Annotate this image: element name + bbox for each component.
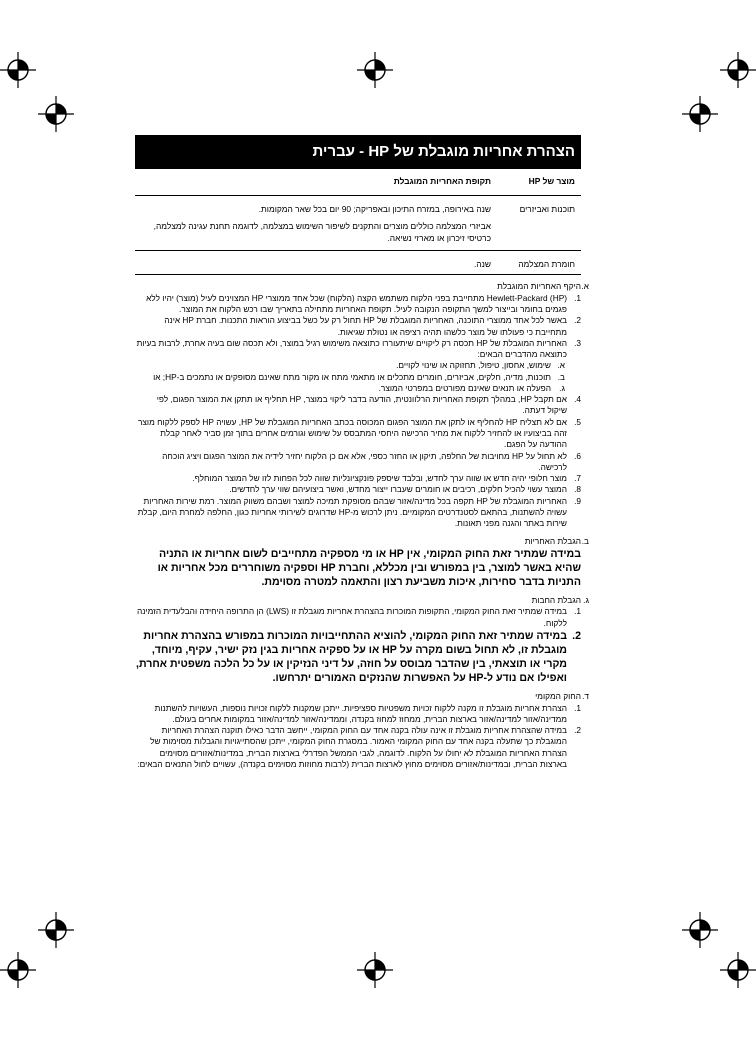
item-number: א. [557,360,565,371]
list-item [135,292,581,316]
list-item [135,394,581,417]
item-number: 9. [574,495,581,506]
item-number: ב. [557,371,565,382]
item-text: לא תחול על HP מחויבות של החלפה, תיקון או החזר כספי, אלא אם כן הלקוח יחזיר לידיה את המוצר הפגום ויציג הוכחה לרכישה. [162,450,567,472]
section-limitation-of-warranty [135,535,589,590]
table-header-period: תקופת האחריות המוגבלת [135,169,497,196]
item-number: ג. [559,382,565,393]
list-item [135,702,581,726]
list-item [135,606,581,629]
registration-mark-icon [682,912,718,948]
period-line: שנה באירופה, במזרח התיכון ובאפריקה; 90 יום בכל שאר המקומות. [258,204,491,214]
item-text: המוצר עשוי להכיל חלקים, רכיבים או חומרים שעברו ייצור מחדש, ואשר ביצועיהם שווי ערך לחדשים. [229,484,567,495]
section-scope [135,281,589,529]
table-cell-product: תוכנות ואביזרים [497,196,581,251]
section-heading: הגבלת האחריות [524,535,581,546]
sub-list-item [135,382,565,394]
period-line: שנה. [473,259,491,270]
registration-mark-icon [38,912,74,948]
registration-mark-icon [720,952,756,988]
item-text: האחריות המוגבלת של HP תקפה בכל מדינה/אזור שבהם מסופקת תמיכה למוצר ושבהם משווק המוצר. רמת שירות האחריות עשויה להשתנות, בהתאם לסטנדרטים המקומיים. ניתן לרכוש מ-HP שדרוגים לשירותי אחריות כגון, החלפה למחרת היום, קבלת שירות באתר והגנה מפני תאונות. [137,495,567,529]
section-local-law [135,691,589,770]
registration-mark-icon [0,952,36,988]
item-text: במידה שמתיר זאת החוק המקומי, התקופות המוכרות בהצהרת אחריות מוגבלת זו (LWS) הן התרופה היחידה והבלעדית הזמינה ללקוח. [137,606,567,628]
item-text: (HP) Hewlett-Packard מתחייבת בפני הלקוח משתמש הקצה (הלקוח) שכל אחד ממוצרי HP המצוינים לעיל (מוצר) יהיו ללא פגמים בחומר ובייצור למשך התקופה הנקובה לעיל. תקופת האחריות מתחילה בתאריך שבו רכש הלקוח את המוצר. [146,292,567,314]
list-item [135,495,581,530]
section-heading: הגבלת החבות [531,595,581,606]
item-text: במידה שמתיר זאת החוק המקומי, להוציא ההתחייבויות המוכרות במפורש בהצהרת אחריות מוגבלת זו, לא תחול בשום מקרה על HP או על ספקיה אחריות בגין נזק ישיר, עקיף, מיוחד, מקרי או תוצאתי, בין שהדבר מבוסס על חוזה, על דיני הנזיקין או על כל הלכה משפטית אחרת, ואפילו אם נודע ל-HP על האפשרות שהנזקים האמורים יתרחשו. [136,629,567,685]
section-letter: ד. [582,691,589,702]
page-title: הצהרת אחריות מוגבלת של HP - עברית [135,135,581,169]
item-text: מוצר חלופי יהיה חדש או שווה ערך לחדש, ובלבד שיספק פונקציונליות שווה לכל הפחות לזו של המוצר המוחלף. [192,473,567,484]
registration-mark-icon [357,952,393,988]
item-number: 2. [572,629,581,642]
item-number: 1. [574,292,581,303]
item-number: 4. [574,394,581,405]
table-cell-product: חומרת המצלמה [497,251,581,275]
item-text: הפעלה או תנאים שאינם מפורטים במפרטי המוצר. [378,382,551,393]
section-heading: החוק המקומי [535,691,581,702]
registration-mark-icon [357,52,393,88]
registration-mark-icon [38,96,74,132]
section-list [135,606,581,685]
list-item [135,450,581,474]
item-number: 1. [574,702,581,713]
list-item [135,416,581,451]
item-number: 2. [574,725,581,736]
item-text: האחריות המוגבלת של HP תכסה רק ליקויים שיתעוררו כתוצאה משימוש רגיל במוצר, ולא תכסה שום בעיה אחרת, לרבות בעיות כתוצאה מהדברים הבאים: [136,337,567,360]
item-text: תוכנות, מדיה, חלקים, אביזרים, חומרים מתכלים או מתאמי מתח או מקור מתח שאינם מסופקים או נתמכים ב-HP; או [153,371,551,382]
item-text: באשר לכל אחד ממוצרי התוכנה, האחריות המוגבלת של HP תחול רק על כשל בביצוע הוראות התכנות. חברת HP אינה מתחייבת כי פעולתו של מוצר כלשהו תהיה רציפה או נטולת שגיאות. [164,315,567,337]
registration-mark-icon [0,52,36,88]
item-number: 3. [574,337,581,348]
section-letter: ב. [581,535,589,546]
item-text: שימוש, אחסון, טיפול, תחזוקה או שינוי לקויים. [396,360,551,371]
list-item [135,337,581,394]
section-list [135,293,581,530]
registration-mark-icon [682,96,718,132]
section-letter: א. [581,281,589,292]
warranty-table [135,169,581,275]
section-text: במידה שמתיר זאת החוק המקומי, אין HP או מי מספקיה מתחייבים לשום אחריות או התניה שהיא באשר למוצר, בין במפורש ובין מכללא, וחברת HP וספקיה משוחררים מכל אחריות או התניות בדבר סחירות, איכות משביעת רצון והתאמה למטרה מסוימת. [157,547,581,588]
item-number: 2. [574,315,581,326]
list-item [135,484,581,495]
registration-mark-icon [720,52,756,88]
item-number: 8. [574,484,581,495]
list-item [135,725,581,770]
sub-list [135,360,567,394]
section-heading: היקף האחריות המוגבלת [497,281,581,292]
table-cell-period [135,251,497,275]
section-letter: ג. [583,595,589,606]
sub-list-item [135,371,565,383]
table-header-product: מוצר של HP [497,169,581,196]
item-number: 1. [574,606,581,617]
table-cell-period [135,196,497,251]
item-text: אם לא תצליח HP להחליף או לתקן את המוצר הפגום המכוסה בכתב האחריות המוגבלת של HP, עשויה HP לספק ללקוח מוצר זהה בביצועיו או להחזיר ללקוח את מחיר הרכישה היחסי המתבסס על שימוש וגורמים אחרים בתוך זמן סביר לאחר קבלת ההודעה על הפגם. [137,416,567,450]
list-item [135,315,581,338]
item-number: 5. [574,416,581,427]
list-item [135,473,581,484]
item-number: 6. [574,450,581,461]
item-text: אם תקבל HP, במהלך תקופת האחריות הרלוונטית, הודעה בדבר ליקוי במוצר, HP תחליף או תתקן את המוצר הפגום, לפי שיקול דעתה. [156,394,567,416]
list-item [135,629,581,685]
table-row [135,251,581,275]
section-limitation-of-liability [135,595,589,685]
item-text: הצהרת אחריות מוגבלת זו מקנה ללקוח זכויות משפטיות ספציפיות. ייתכן שמקנות ללקוח זכויות נוספות, העשויות להשתנות ממדינה/אזור למדינה/אזור בארצות הברית, ממחוז למחוז בקנדה, וממדינה/אזור למדינה/אזור במקומות אחרים בעולם. [154,702,567,724]
item-text: במידה שהצהרת אחריות מוגבלת זו אינה עולה בקנה אחד עם החוק המקומי, ייחשב הדבר כאילו תוקנה הצהרת האחריות המוגבלת כך שתעלה בקנה אחד עם החוק המקומי האמור. במסגרת החוק המקומי, ייתכן שהסתייגויות והגבלות מסוימות של הצהרת האחריות המוגבלת לא יחולו על הלקוח. לדוגמה, לגבי הממשל הפדרלי בארצות הברית, במדינות/אזורים מסוימים בארצות הברית, ובמדינות/אזורים מסוימים מחוץ לארצות הברית (לרבות מחוזות מסוימים בקנדה), עשויים לחול התנאים הבאים: [137,725,567,769]
sub-list-item [135,360,565,371]
period-line: אביזרי המצלמה כוללים מוצרים והתקנים לשיפור השימוש במצלמה, לדוגמה תחנת עגינה למצלמה, כרטיסי זיכרון או מארזי נשיאה. [153,221,491,243]
table-row [135,196,581,251]
section-list [135,703,581,771]
item-number: 7. [574,473,581,484]
warranty-page [135,135,589,770]
